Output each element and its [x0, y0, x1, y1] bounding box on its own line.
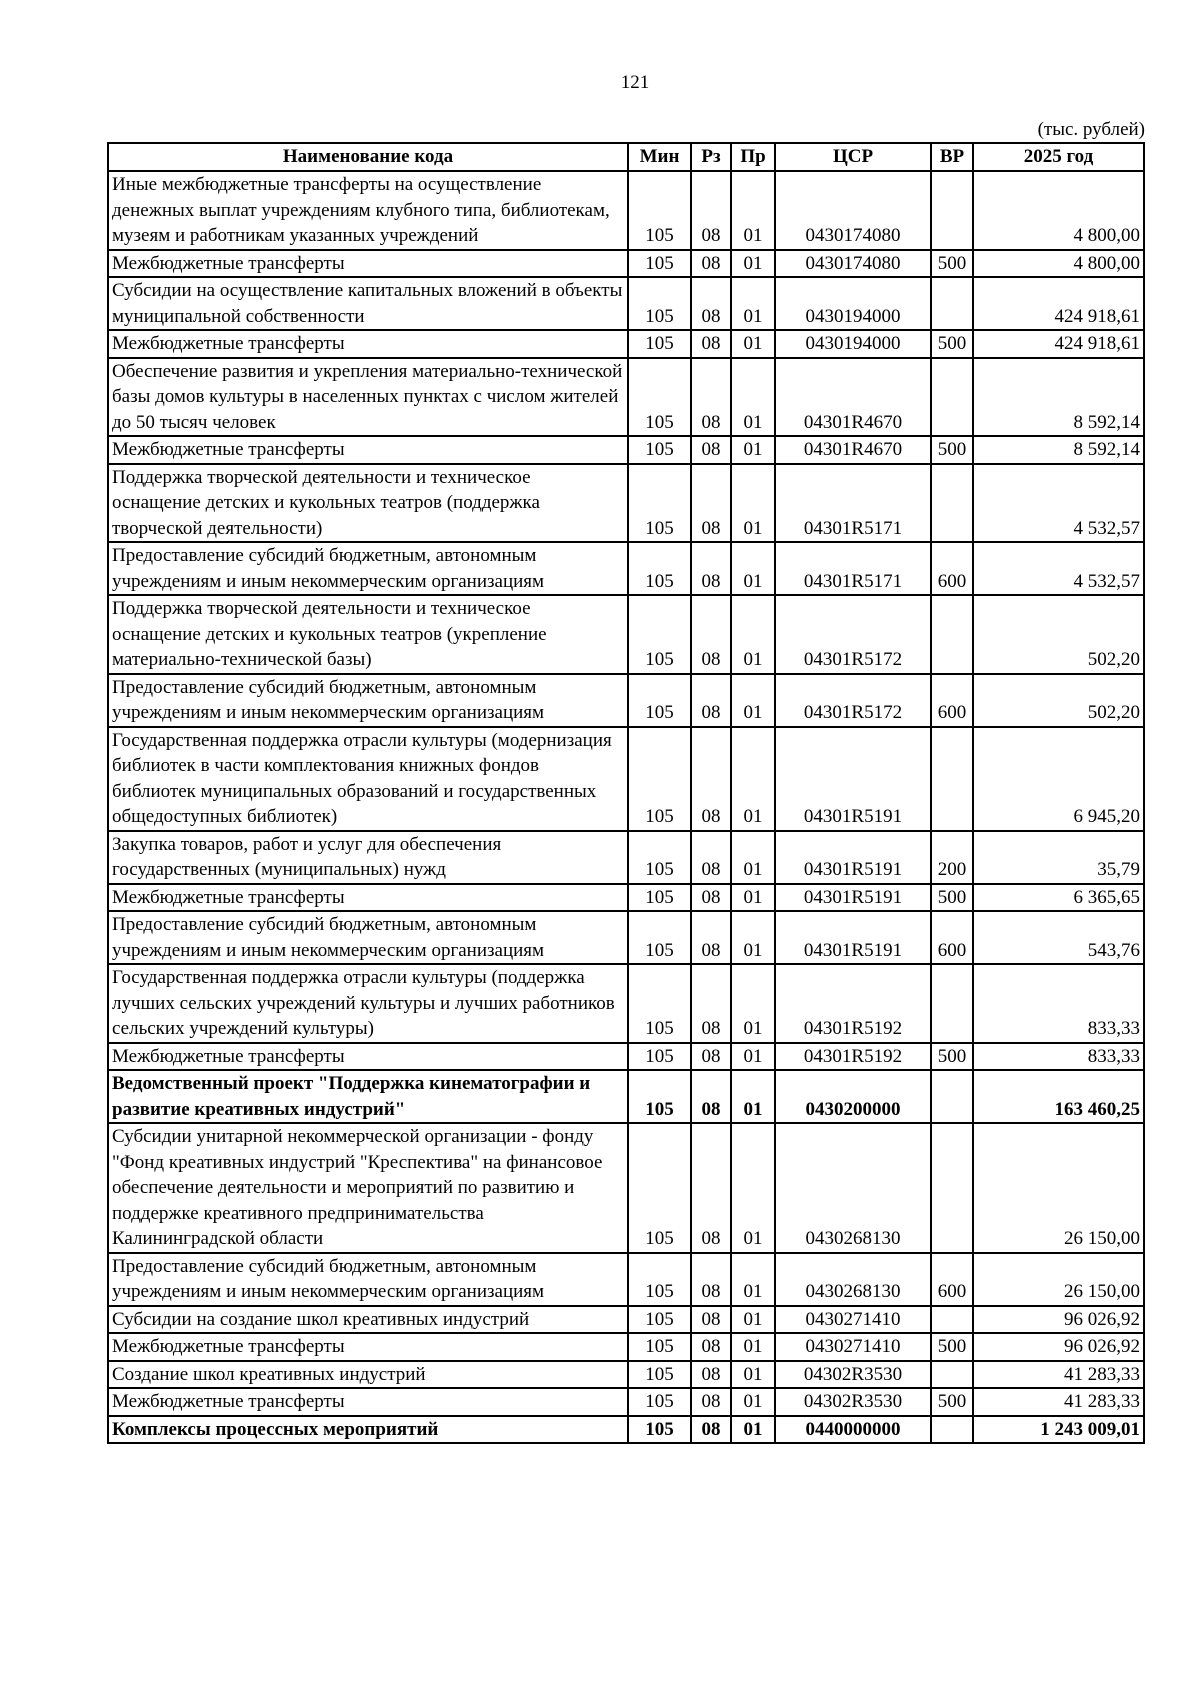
- row-csr-cell: 04301R5192: [775, 1043, 931, 1071]
- row-sum-cell: 4 532,57: [973, 464, 1144, 543]
- row-name-cell: Государственная поддержка отрасли культуры (поддержка лучших сельских учреждений культуры и лучших работников сельских учреждений культуры): [108, 964, 628, 1043]
- row-csr-cell: 0430174080: [775, 250, 931, 278]
- row-rz-cell: 08: [691, 1306, 731, 1334]
- row-min-cell: 105: [628, 330, 691, 358]
- row-sum-cell: 502,20: [973, 595, 1144, 674]
- row-vr-cell: 500: [931, 436, 973, 464]
- row-name-cell: Межбюджетные трансферты: [108, 1388, 628, 1416]
- row-vr-cell: 500: [931, 330, 973, 358]
- row-csr-cell: 04301R5171: [775, 464, 931, 543]
- table-row: [108, 1043, 1144, 1071]
- row-min-cell: 105: [628, 1043, 691, 1071]
- table-row: [108, 831, 1144, 884]
- row-min-cell: 105: [628, 595, 691, 674]
- row-vr-cell: 200: [931, 831, 973, 884]
- row-vr-cell: [931, 1070, 973, 1123]
- row-rz-cell: 08: [691, 964, 731, 1043]
- row-min-cell: 105: [628, 1361, 691, 1389]
- row-pr-cell: 01: [731, 1070, 775, 1123]
- table-row: [108, 436, 1144, 464]
- row-name-cell: Межбюджетные трансферты: [108, 884, 628, 912]
- row-name-cell: Межбюджетные трансферты: [108, 250, 628, 278]
- row-pr-cell: 01: [731, 330, 775, 358]
- row-name-cell: Межбюджетные трансферты: [108, 1333, 628, 1361]
- header-rz: Рз: [691, 143, 731, 171]
- row-vr-cell: 500: [931, 884, 973, 912]
- row-vr-cell: [931, 171, 973, 250]
- row-min-cell: 105: [628, 727, 691, 831]
- row-rz-cell: 08: [691, 358, 731, 437]
- row-name-cell: Предоставление субсидий бюджетным, автономным учреждениям и иным некоммерческим организациям: [108, 1253, 628, 1306]
- row-rz-cell: 08: [691, 1123, 731, 1253]
- row-sum-cell: 41 283,33: [973, 1388, 1144, 1416]
- row-rz-cell: 08: [691, 1253, 731, 1306]
- header-csr: ЦСР: [775, 143, 931, 171]
- row-vr-cell: [931, 277, 973, 330]
- table-row: [108, 1416, 1144, 1444]
- row-csr-cell: 04301R5191: [775, 911, 931, 964]
- table-row: [108, 358, 1144, 437]
- table-row: [108, 330, 1144, 358]
- row-vr-cell: [931, 358, 973, 437]
- row-vr-cell: [931, 464, 973, 543]
- row-pr-cell: 01: [731, 1333, 775, 1361]
- row-name-cell: Ведомственный проект "Поддержка кинематографии и развитие креативных индустрий": [108, 1070, 628, 1123]
- row-name-cell: Государственная поддержка отрасли культуры (модернизация библиотек в части комплектования книжных фондов библиотек муниципальных образований и государственных общедоступных библиотек): [108, 727, 628, 831]
- row-min-cell: 105: [628, 250, 691, 278]
- row-csr-cell: 0430271410: [775, 1306, 931, 1334]
- row-min-cell: 105: [628, 1070, 691, 1123]
- table-row: [108, 884, 1144, 912]
- row-name-cell: Межбюджетные трансферты: [108, 1043, 628, 1071]
- row-sum-cell: 96 026,92: [973, 1306, 1144, 1334]
- table-row: [108, 1070, 1144, 1123]
- row-sum-cell: 6 365,65: [973, 884, 1144, 912]
- row-name-cell: Обеспечение развития и укрепления материально-технической базы домов культуры в населенных пунктах с числом жителей до 50 тысяч человек: [108, 358, 628, 437]
- row-name-cell: Создание школ креативных индустрий: [108, 1361, 628, 1389]
- table-row: [108, 171, 1144, 250]
- row-name-cell: Межбюджетные трансферты: [108, 436, 628, 464]
- row-csr-cell: 04301R5191: [775, 884, 931, 912]
- row-name-cell: Комплексы процессных мероприятий: [108, 1416, 628, 1444]
- row-csr-cell: 04302R3530: [775, 1361, 931, 1389]
- row-rz-cell: 08: [691, 727, 731, 831]
- row-rz-cell: 08: [691, 831, 731, 884]
- table-row: [108, 277, 1144, 330]
- row-sum-cell: 502,20: [973, 674, 1144, 727]
- row-vr-cell: [931, 964, 973, 1043]
- row-sum-cell: 833,33: [973, 1043, 1144, 1071]
- row-vr-cell: 500: [931, 1043, 973, 1071]
- table-row: [108, 1361, 1144, 1389]
- row-pr-cell: 01: [731, 358, 775, 437]
- row-min-cell: 105: [628, 542, 691, 595]
- row-min-cell: 105: [628, 884, 691, 912]
- row-vr-cell: 500: [931, 1333, 973, 1361]
- row-name-cell: Иные межбюджетные трансферты на осуществление денежных выплат учреждениям клубного типа, библиотекам, музеям и работникам указанных учреждений: [108, 171, 628, 250]
- row-sum-cell: 96 026,92: [973, 1333, 1144, 1361]
- table-row: [108, 595, 1144, 674]
- row-rz-cell: 08: [691, 1388, 731, 1416]
- table-row: [108, 542, 1144, 595]
- row-pr-cell: 01: [731, 1388, 775, 1416]
- budget-table: [107, 142, 1145, 1444]
- row-rz-cell: 08: [691, 330, 731, 358]
- row-csr-cell: 04301R5172: [775, 595, 931, 674]
- row-name-cell: Закупка товаров, работ и услуг для обеспечения государственных (муниципальных) нужд: [108, 831, 628, 884]
- row-pr-cell: 01: [731, 1306, 775, 1334]
- row-name-cell: Поддержка творческой деятельности и техническое оснащение детских и кукольных театров (поддержка творческой деятельности): [108, 464, 628, 543]
- row-min-cell: 105: [628, 1306, 691, 1334]
- row-csr-cell: 04301R5191: [775, 831, 931, 884]
- units-label: (тыс. рублей): [1037, 119, 1145, 140]
- row-sum-cell: 424 918,61: [973, 330, 1144, 358]
- header-pr: Пр: [731, 143, 775, 171]
- row-pr-cell: 01: [731, 727, 775, 831]
- row-pr-cell: 01: [731, 1416, 775, 1444]
- row-csr-cell: 04301R5191: [775, 727, 931, 831]
- row-pr-cell: 01: [731, 964, 775, 1043]
- row-vr-cell: 500: [931, 250, 973, 278]
- row-csr-cell: 04301R4670: [775, 436, 931, 464]
- table-row: [108, 911, 1144, 964]
- table-row: [108, 1333, 1144, 1361]
- row-min-cell: 105: [628, 1416, 691, 1444]
- row-sum-cell: 35,79: [973, 831, 1144, 884]
- row-rz-cell: 08: [691, 171, 731, 250]
- row-csr-cell: 04301R5172: [775, 674, 931, 727]
- row-csr-cell: 0430194000: [775, 277, 931, 330]
- row-min-cell: 105: [628, 674, 691, 727]
- row-name-cell: Предоставление субсидий бюджетным, автономным учреждениям и иным некоммерческим организациям: [108, 911, 628, 964]
- table-header-row: [108, 143, 1144, 171]
- table-row: [108, 1388, 1144, 1416]
- table-row: [108, 727, 1144, 831]
- row-sum-cell: 163 460,25: [973, 1070, 1144, 1123]
- row-rz-cell: 08: [691, 1361, 731, 1389]
- row-pr-cell: 01: [731, 674, 775, 727]
- row-min-cell: 105: [628, 831, 691, 884]
- row-name-cell: Субсидии на создание школ креативных индустрий: [108, 1306, 628, 1334]
- row-rz-cell: 08: [691, 1043, 731, 1071]
- row-vr-cell: 600: [931, 674, 973, 727]
- row-name-cell: Субсидии унитарной некоммерческой организации - фонду "Фонд креативных индустрий "Креспектива" на финансовое обеспечение деятельности и мероприятий по развитию и поддержке креативного предпринимательства Калининградской области: [108, 1123, 628, 1253]
- row-min-cell: 105: [628, 964, 691, 1043]
- table-row: [108, 1123, 1144, 1253]
- row-rz-cell: 08: [691, 464, 731, 543]
- row-csr-cell: 04301R5192: [775, 964, 931, 1043]
- row-vr-cell: [931, 727, 973, 831]
- row-min-cell: 105: [628, 171, 691, 250]
- row-rz-cell: 08: [691, 1333, 731, 1361]
- row-vr-cell: [931, 1306, 973, 1334]
- row-vr-cell: 600: [931, 542, 973, 595]
- row-name-cell: Поддержка творческой деятельности и техническое оснащение детских и кукольных театров (укрепление материально-технической базы): [108, 595, 628, 674]
- row-min-cell: 105: [628, 436, 691, 464]
- row-sum-cell: 4 532,57: [973, 542, 1144, 595]
- row-sum-cell: 8 592,14: [973, 358, 1144, 437]
- header-sum: 2025 год: [973, 143, 1144, 171]
- row-csr-cell: 0430200000: [775, 1070, 931, 1123]
- row-sum-cell: 26 150,00: [973, 1123, 1144, 1253]
- row-pr-cell: 01: [731, 436, 775, 464]
- row-min-cell: 105: [628, 1253, 691, 1306]
- table-row: [108, 1306, 1144, 1334]
- row-sum-cell: 424 918,61: [973, 277, 1144, 330]
- row-pr-cell: 01: [731, 277, 775, 330]
- table-row: [108, 674, 1144, 727]
- row-sum-cell: 6 945,20: [973, 727, 1144, 831]
- row-pr-cell: 01: [731, 1253, 775, 1306]
- row-vr-cell: [931, 1361, 973, 1389]
- header-min: Мин: [628, 143, 691, 171]
- row-rz-cell: 08: [691, 911, 731, 964]
- row-name-cell: Предоставление субсидий бюджетным, автономным учреждениям и иным некоммерческим организациям: [108, 674, 628, 727]
- row-rz-cell: 08: [691, 542, 731, 595]
- row-vr-cell: 600: [931, 911, 973, 964]
- row-rz-cell: 08: [691, 595, 731, 674]
- row-sum-cell: 543,76: [973, 911, 1144, 964]
- row-vr-cell: 600: [931, 1253, 973, 1306]
- row-rz-cell: 08: [691, 884, 731, 912]
- row-rz-cell: 08: [691, 674, 731, 727]
- row-sum-cell: 41 283,33: [973, 1361, 1144, 1389]
- row-csr-cell: 04302R3530: [775, 1388, 931, 1416]
- row-csr-cell: 0430174080: [775, 171, 931, 250]
- row-sum-cell: 4 800,00: [973, 171, 1144, 250]
- row-pr-cell: 01: [731, 1361, 775, 1389]
- row-min-cell: 105: [628, 1333, 691, 1361]
- table-row: [108, 464, 1144, 543]
- row-sum-cell: 26 150,00: [973, 1253, 1144, 1306]
- row-vr-cell: [931, 1416, 973, 1444]
- row-name-cell: Межбюджетные трансферты: [108, 330, 628, 358]
- row-pr-cell: 01: [731, 911, 775, 964]
- row-rz-cell: 08: [691, 277, 731, 330]
- row-sum-cell: 1 243 009,01: [973, 1416, 1144, 1444]
- row-vr-cell: 500: [931, 1388, 973, 1416]
- row-pr-cell: 01: [731, 542, 775, 595]
- row-sum-cell: 4 800,00: [973, 250, 1144, 278]
- row-min-cell: 105: [628, 464, 691, 543]
- row-csr-cell: 0430194000: [775, 330, 931, 358]
- row-min-cell: 105: [628, 1388, 691, 1416]
- row-name-cell: Субсидии на осуществление капитальных вложений в объекты муниципальной собственности: [108, 277, 628, 330]
- table-row: [108, 964, 1144, 1043]
- table-row: [108, 250, 1144, 278]
- row-rz-cell: 08: [691, 250, 731, 278]
- row-csr-cell: 04301R5171: [775, 542, 931, 595]
- row-pr-cell: 01: [731, 1123, 775, 1253]
- row-min-cell: 105: [628, 358, 691, 437]
- row-vr-cell: [931, 595, 973, 674]
- page-number: 121: [620, 72, 650, 93]
- row-rz-cell: 08: [691, 436, 731, 464]
- row-min-cell: 105: [628, 1123, 691, 1253]
- header-vr: ВР: [931, 143, 973, 171]
- row-name-cell: Предоставление субсидий бюджетным, автономным учреждениям и иным некоммерческим организациям: [108, 542, 628, 595]
- table-row: [108, 1253, 1144, 1306]
- row-sum-cell: 8 592,14: [973, 436, 1144, 464]
- row-rz-cell: 08: [691, 1416, 731, 1444]
- row-min-cell: 105: [628, 911, 691, 964]
- row-pr-cell: 01: [731, 1043, 775, 1071]
- row-pr-cell: 01: [731, 250, 775, 278]
- row-csr-cell: 0430268130: [775, 1253, 931, 1306]
- row-pr-cell: 01: [731, 464, 775, 543]
- row-sum-cell: 833,33: [973, 964, 1144, 1043]
- row-pr-cell: 01: [731, 831, 775, 884]
- row-csr-cell: 0430271410: [775, 1333, 931, 1361]
- header-name: Наименование кода: [108, 143, 628, 171]
- row-csr-cell: 04301R4670: [775, 358, 931, 437]
- row-vr-cell: [931, 1123, 973, 1253]
- row-csr-cell: 0440000000: [775, 1416, 931, 1444]
- row-pr-cell: 01: [731, 171, 775, 250]
- row-pr-cell: 01: [731, 884, 775, 912]
- row-rz-cell: 08: [691, 1070, 731, 1123]
- row-min-cell: 105: [628, 277, 691, 330]
- row-csr-cell: 0430268130: [775, 1123, 931, 1253]
- row-pr-cell: 01: [731, 595, 775, 674]
